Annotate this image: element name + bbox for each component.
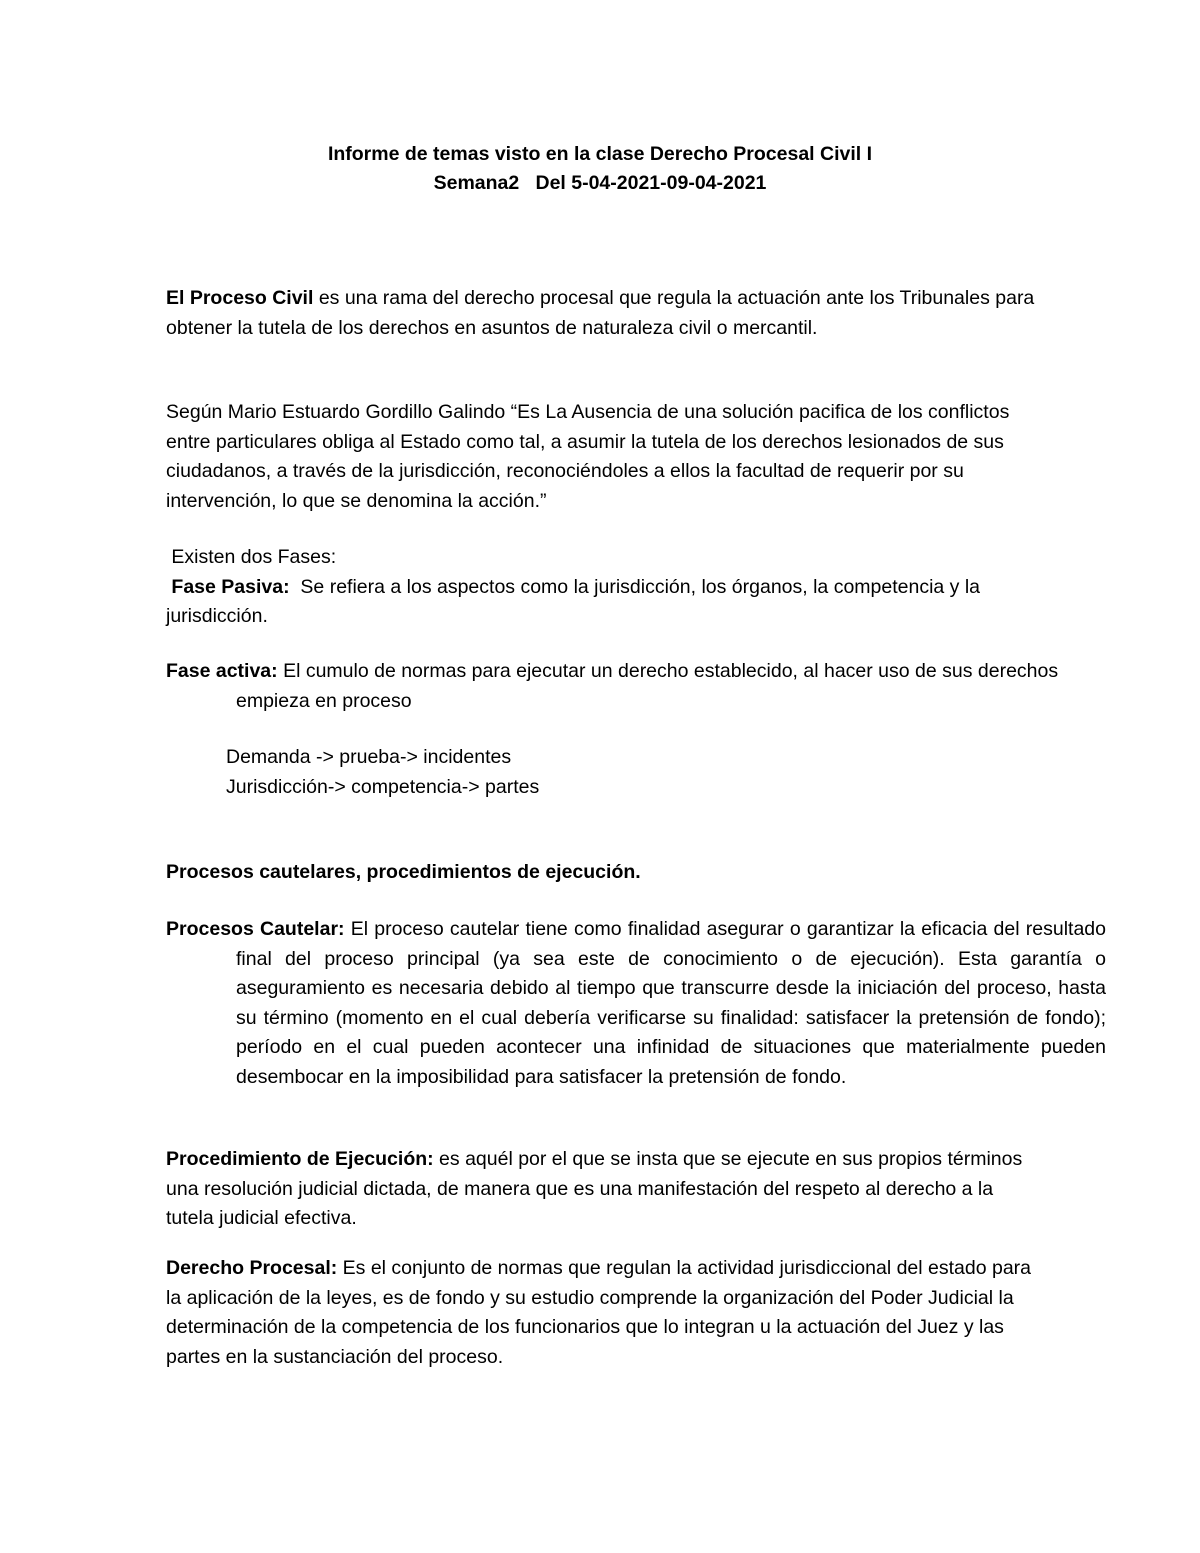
- text-gordillo-quote: Según Mario Estuardo Gordillo Galindo “Es La Ausencia de una solución pacifica de los conflictos entre particulares obliga al Estado como tal, a asumir la tutela de los derechos lesionados de sus ciudadanos, a través de la jurisdicción, reconociéndoles a ellos la facultad de requerir por su intervención, lo que se denomina la acción.”: [166, 401, 1010, 512]
- paragraph-fase-pasiva: [166, 573, 1036, 632]
- section-heading: Procesos cautelares, procedimientos de ejecución.: [166, 861, 641, 883]
- term-proceso-cautelar: Procesos Cautelar:: [166, 918, 345, 940]
- term-proceso-civil: El Proceso Civil: [166, 287, 314, 309]
- text-proceso-civil: es una rama del derecho procesal que regula la actuación ante los Tribunales para obtener la tutela de los derechos en asuntos de naturaleza civil o mercantil.: [166, 287, 1035, 339]
- paragraph-derecho-procesal: [166, 1254, 1036, 1372]
- paragraph-procedimiento-ejecucion: [166, 1145, 1036, 1234]
- paragraph-fases-intro: [166, 543, 1036, 632]
- flow-lines: [226, 743, 926, 802]
- text-fase-activa: El cumulo de normas para ejecutar un derecho establecido, al hacer uso de sus derechos empieza en proceso: [236, 660, 1059, 712]
- paragraph-proceso-civil: [166, 284, 1036, 343]
- term-procedimiento-ejecucion: Procedimiento de Ejecución:: [166, 1148, 434, 1170]
- term-derecho-procesal: Derecho Procesal:: [166, 1257, 338, 1279]
- text-derecho-procesal: Es el conjunto de normas que regulan la actividad jurisdiccional del estado para la aplicación de la leyes, es de fondo y su estudio comprende la organización del Poder Judicial la determinación de la competencia de los funcionarios que lo integran u la actuación del Juez y las partes en la sustanciación del proceso.: [166, 1257, 1032, 1368]
- term-fase-pasiva: Fase Pasiva:: [166, 575, 290, 598]
- paragraph-gordillo-quote: [166, 398, 1036, 516]
- title-line-2: Semana2 Del 5-04-2021-09-04-2021: [433, 172, 767, 194]
- flow-line-1: Demanda -> prueba-> incidentes: [226, 746, 512, 768]
- term-fase-activa: Fase activa:: [166, 660, 278, 682]
- text-proceso-cautelar: El proceso cautelar tiene como finalidad asegurar o garantizar la eficacia del resultado final del proceso principal (ya sea este de conocimiento o de ejecución). Esta garantía o aseguramiento es necesaria debido al tiempo que transcurre desde la iniciación del proceso, hasta su término (momento en el cual debería verificarse su finalidad: satisfacer la pretensión de fondo); período en el cual pueden acontecer una infinidad de situaciones que materialmente pueden desembocar en la imposibilidad para satisfacer la pretensión de fondo.: [236, 918, 1106, 1088]
- flow-line-2: Jurisdicción-> competencia-> partes: [226, 775, 540, 798]
- text-procedimiento-ejecucion: es aquél por el que se insta que se ejecute en sus propios términos una resolución judicial dictada, de manera que es una manifestación del respeto al derecho a la tutela judicial efectiva.: [166, 1148, 1023, 1229]
- text-fases-intro: Existen dos Fases:: [166, 546, 337, 568]
- text-fase-pasiva: Se refiera a los aspectos como la jurisdicción, los órganos, la competencia y la jurisdicción.: [166, 575, 986, 627]
- title-line-1: Informe de temas visto en la clase Derecho Procesal Civil I: [327, 143, 873, 165]
- document-title: [0, 140, 1200, 198]
- paragraph-proceso-cautelar: [166, 915, 1106, 1092]
- paragraph-fase-activa: [166, 657, 1106, 716]
